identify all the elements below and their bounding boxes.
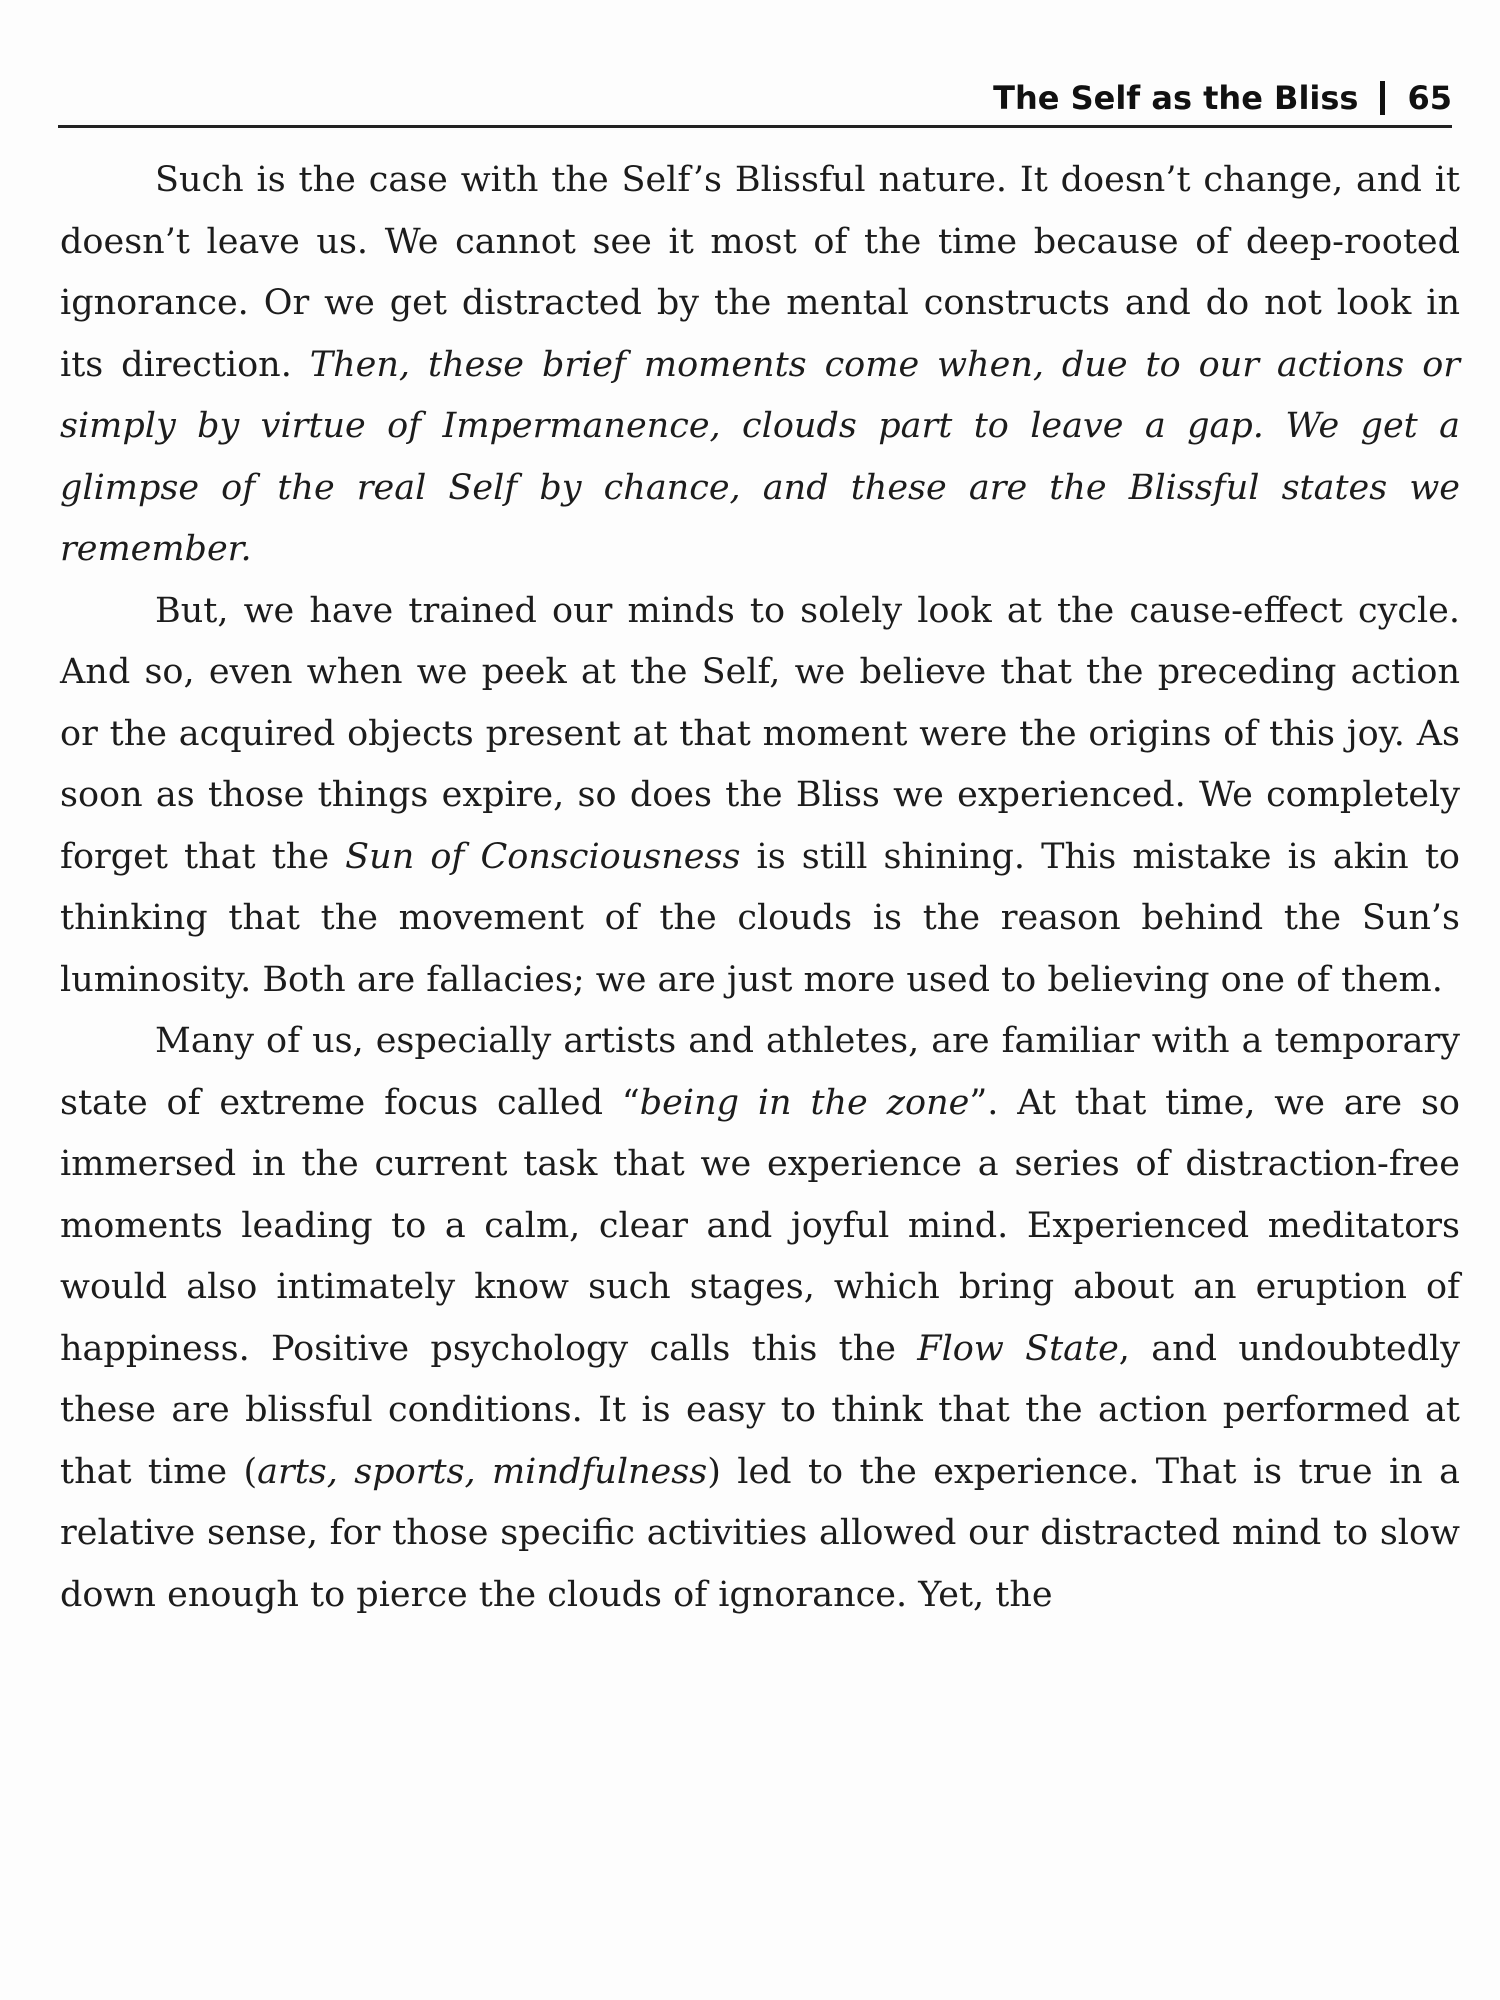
text-run: Many of us, especially artists and athletes, are familiar with a temporary state of extreme focus called “ [60,1021,1460,1123]
italic-text-run: Sun of Consciousness [345,836,741,877]
body-text [60,150,1460,1626]
text-run: But, we have trained our minds to solely look at the cause-effect cycle. And so, even when we peek at the Self, we believe that the preceding action or the acquired objects present at that moment were the origins of this joy. As soon as those things expire, so does the Bliss we experienced. We completely forget that the [60,590,1460,877]
page-number: 65 [1407,79,1452,117]
paragraph [60,150,1460,581]
chapter-title: The Self as the Bliss [993,79,1359,117]
paragraph [60,581,1460,1012]
italic-text-run: Flow State [917,1328,1119,1369]
text-run: ”. At that time, we are so immersed in the current task that we experience a series of distraction-free moments leading to a calm, clear and joyful mind. Experienced meditators would also intimately know such stages, which bring about an eruption of happiness. Positive psychology calls this the [60,1082,1460,1369]
italic-text-run: Then, these brief moments come when, due to our actions or simply by virtue of Impermanence, clouds part to leave a gap. We get a glimpse of the real Self by chance, and these are the Blissful states we remember. [60,344,1460,569]
text-run: , and undoubtedly these are blissful conditions. It is easy to think that the action performed at that time ( [60,1328,1460,1492]
text-run: is still shining. This mistake is akin to thinking that the movement of the clouds is the reason behind the Sun’s luminosity. Both are fallacies; we are just more used to believing one of them. [60,836,1460,1000]
paragraph [60,1011,1460,1626]
text-run: Such is the case with the Self’s Blissful nature. It doesn’t change, and it doesn’t leave us. We cannot see it most of the time because of deep-rooted ignorance. Or we get distracted by the mental constructs and do not look in its direction. [60,160,1460,385]
running-head [58,72,1452,128]
italic-text-run: arts, sports, mindfulness [257,1451,708,1492]
italic-text-run: being in the zone [639,1082,970,1123]
header-separator [1380,81,1385,115]
text-run: ) led to the experience. That is true in a relative sense, for those specific activities allowed our distracted mind to slow down enough to pierce the clouds of ignorance. Yet, the [60,1451,1460,1615]
